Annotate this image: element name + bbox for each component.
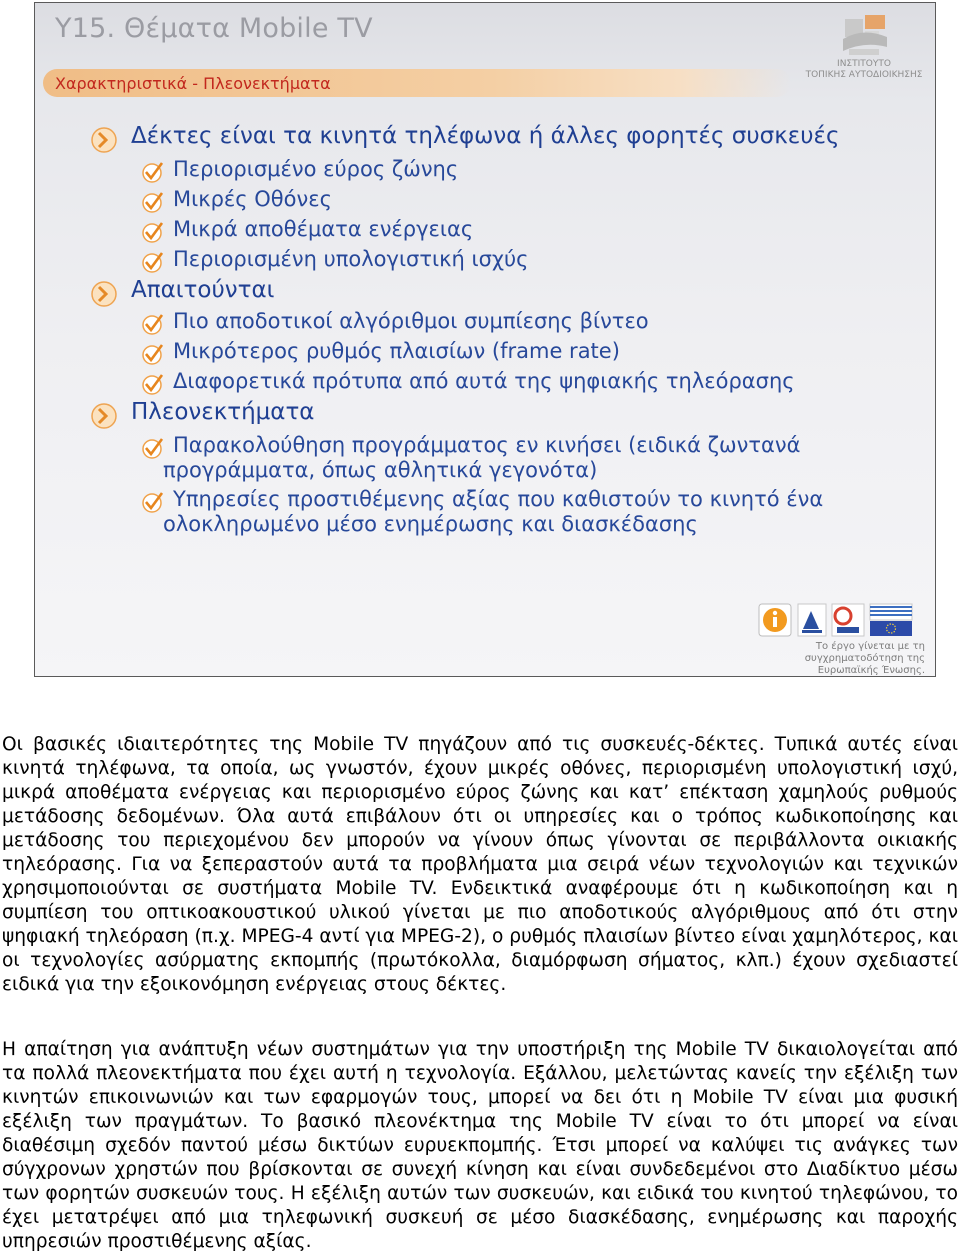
sub-bullet-text: Παρακολούθηση προγράμματος εν κινήσει (ειδικά ζωντανά xyxy=(173,433,801,457)
sub-bullet-text: Μικρές Οθόνες xyxy=(173,187,332,211)
paragraph-1: Οι βασικές ιδιαιτερότητες της Mobile TV πηγάζουν από τις συσκευές-δέκτες. Τυπικά αυτές είναι κινητά τηλέφωνα, τα οποία, ως γνωστόν, έχουν μικρές οθόνες, περιορισμένη υπολογιστική ισχύ, μικρά αποθέματα ενέργειας και περιορισμένο εύρος ζώνης και κατ’ επέκταση χαμηλούς ρυθμούς μετάδοσης δεδομένων. Όλα αυτά επιβάλουν ότι οι υπηρεσίες και ο τρόπος κωδικοποίησης και μετάδοσης του περιεχομένου δεν μπορούν να γίνουν όπως γίνονται σε περιβάλλοντα οικιακής τηλεόρασης. Για να ξεπεραστούν αυτά τα προβλήματα μια σειρά νέων τεχνολογιών και τεχνικών χρησιμοποιούνται σε συστήματα Mobile TV. Ενδεικτικά αναφέρουμε ότι η κωδικοποίηση και η συμπίεση του οπτικοακουστικού υλικού γίνεται με πιο αποδοτικούς αλγόριθμους από ότι στην ψηφιακή τηλεόραση (π.χ. MPEG-4 αντί για MPEG-2), ο ρυθμός πλαισίων βίντεο είναι χαμηλότερος, και οι τεχνολογίες ασύρματης εκπομπής (πρωτόκολλα, διαμόρφωση σήματος, κλπ.) έχουν σχεδιαστεί ειδικά για την εξοικονόμηση ενέργειας στους δέκτες. xyxy=(2,734,958,995)
info-logo-icon xyxy=(757,603,793,637)
sponsor-logos xyxy=(757,603,917,639)
funding-caption-line2: Ευρωπαϊκής Ένωσης. xyxy=(817,665,925,676)
sub-bullet-text: Μικρά αποθέματα ενέργειας xyxy=(173,217,474,241)
funding-caption xyxy=(725,641,925,677)
sub-bullet-text: Υπηρεσίες προστιθέμενης αξίας που καθιστούν το κινητό ένα xyxy=(173,487,824,511)
check-bullet-icon xyxy=(141,436,165,460)
chevron-right-bullet-icon xyxy=(91,403,117,429)
check-bullet-icon xyxy=(141,250,165,274)
check-bullet-icon xyxy=(141,160,165,184)
sub-bullet-text: Διαφορετικά πρότυπα από αυτά της ψηφιακής τηλεόρασης xyxy=(173,369,795,393)
greek-eu-flags-icon xyxy=(869,603,913,637)
logo-caption-line1: ΙΝΣΤΙΤΟΥΤΟ xyxy=(837,59,891,69)
institute-logo xyxy=(805,13,923,85)
check-bullet-icon xyxy=(141,312,165,336)
funding-caption-line1: Το έργο γίνεται με τη συγχρηματοδότηση της xyxy=(804,641,925,664)
bullet-text: Πλεονεκτήματα xyxy=(131,399,315,425)
institute-logo-caption xyxy=(805,59,923,81)
slide-title: Υ15. Θέματα Mobile TV xyxy=(55,13,373,44)
chevron-right-bullet-icon xyxy=(91,281,117,307)
sub-bullet-text: Περιορισμένο εύρος ζώνης xyxy=(173,157,459,181)
check-bullet-icon xyxy=(141,490,165,514)
sub-bullet-text-continued: προγράμματα, όπως αθλητικά γεγονότα) xyxy=(163,458,598,482)
bullet-text: Απαιτούνται xyxy=(131,277,275,303)
sub-bullet-text: Μικρότερος ρυθμός πλαισίων (frame rate) xyxy=(173,339,620,363)
paragraph-2: Η απαίτηση για ανάπτυξη νέων συστημάτων για την υποστήριξη της Mobile TV δικαιολογείται από τα πολλά πλεονεκτήματα που έχει αυτή η τεχνολογία. Εξάλλου, μελετώντας κανείς την εξέλιξη των κινητών επικοινωνιών και των εφαρμογών τους, μπορεί να δει ότι η Mobile TV είναι μια φυσική εξέλιξη των πραγμάτων. Το βασικό πλεονέκτημα της Mobile TV είναι το ότι μπορεί να είναι διαθέσιμη σχεδόν παντού μέσω δικτύων ευρυεκπομπής. Έτσι μπορεί να καλύψει τις ανάγκες των σύγχρονων χρηστών που βρίσκονται σε συνεχή κίνηση και είναι συνδεδεμένοι στο Διαδίκτυο μέσω των φορητών συσκευών τους. Η εξέλιξη αυτών των συσκευών, και ειδικά του κινητού τηλεφώνου, το έχει μετατρέψει από μια τηλεφωνική συσκευή σε μέσο διασκέδασης, ενημέρωσης και παροχής υπηρεσιών προστιθέμενης αξίας. xyxy=(2,1039,958,1252)
sub-bullet-text: Περιορισμένη υπολογιστική ισχύς xyxy=(173,247,529,271)
check-bullet-icon xyxy=(141,342,165,366)
sub-bullet-text: Πιο αποδοτικοί αλγόριθμοι συμπίεσης βίντεο xyxy=(173,309,649,333)
sub-bullet-text-continued: ολοκληρωμένο μέσο ενημέρωσης και διασκέδασης xyxy=(163,512,698,536)
logo-caption-line2: ΤΟΠΙΚΗΣ ΑΥΤΟΔΙΟΙΚΗΣΗΣ xyxy=(805,70,923,80)
check-bullet-icon xyxy=(141,220,165,244)
institute-logo-icon xyxy=(805,13,923,59)
check-bullet-icon xyxy=(141,190,165,214)
chevron-right-bullet-icon xyxy=(91,127,117,153)
slide xyxy=(34,2,936,677)
slide-subtitle: Χαρακτηριστικά - Πλεονεκτήματα xyxy=(55,74,331,93)
subtitle-bar xyxy=(43,69,791,97)
bullet-text: Δέκτες είναι τα κινητά τηλέφωνα ή άλλες φορητές συσκευές xyxy=(131,123,840,149)
ministry-logo-icon xyxy=(797,603,827,637)
check-bullet-icon xyxy=(141,372,165,396)
eu-information-society-logo-icon xyxy=(831,603,865,637)
